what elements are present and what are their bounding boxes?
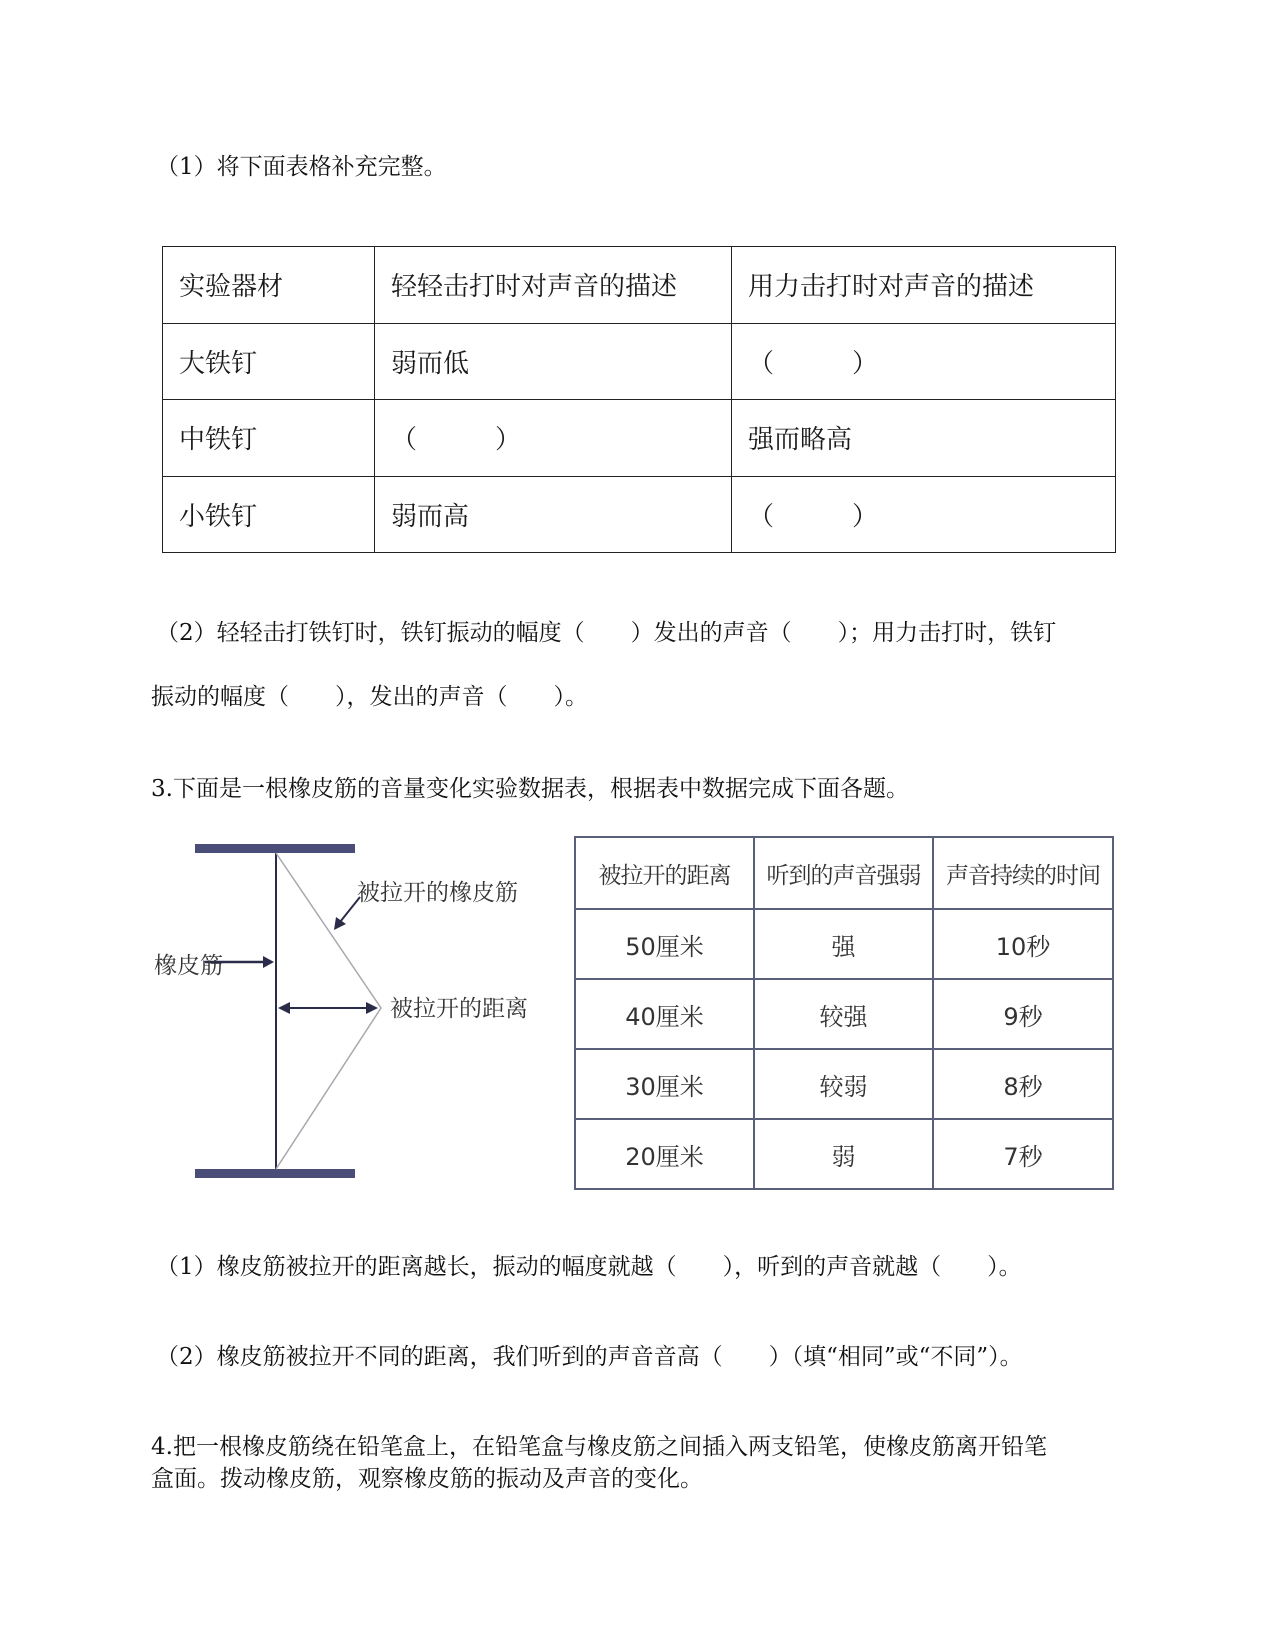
table-row (575, 1119, 1113, 1189)
table-cell: 弱而高 (375, 476, 732, 553)
table-header-cell: 被拉开的距离 (575, 837, 754, 909)
table-row (575, 979, 1113, 1049)
table-cell: 较强 (754, 979, 933, 1049)
label-distance: 被拉开的距离 (390, 996, 528, 1022)
table-cell-blank[interactable]: （ ） (732, 323, 1116, 400)
q4-line2: 盒面。拨动橡皮筋，观察橡皮筋的振动及声音的变化。 (151, 1466, 703, 1492)
stretched-label-arrowhead (334, 917, 346, 930)
table-cell: 40厘米 (575, 979, 754, 1049)
distance-arrowhead-right (366, 1002, 378, 1014)
q2-part1-instruction: （1）将下面表格补充完整。 (156, 154, 447, 180)
table-cell: 强 (754, 909, 933, 979)
table-header-row (163, 247, 1116, 324)
table-header-row (575, 837, 1113, 909)
table-cell: 中铁钉 (163, 400, 375, 477)
table-cell: 弱而低 (375, 323, 732, 400)
rubber-band-diagram (150, 830, 560, 1186)
table-row (575, 1049, 1113, 1119)
table-cell: 20厘米 (575, 1119, 754, 1189)
distance-arrowhead-left (278, 1002, 290, 1014)
table-row (163, 323, 1116, 400)
band-label-arrowhead (263, 956, 274, 968)
table-row (163, 476, 1116, 553)
table-cell-blank[interactable]: （ ） (375, 400, 732, 477)
table-cell: 强而略高 (732, 400, 1116, 477)
table-row (163, 400, 1116, 477)
q2-part2-line1: （2）轻轻击打铁钉时，铁钉振动的幅度（ ）发出的声音（ ）；用力击打时，铁钉 (156, 620, 1057, 646)
table-cell: 9秒 (933, 979, 1113, 1049)
table-header-cell: 实验器材 (163, 247, 375, 324)
table-row (575, 909, 1113, 979)
table-header-cell: 轻轻击打时对声音的描述 (375, 247, 732, 324)
q3-part1: （1）橡皮筋被拉开的距离越长，振动的幅度就越（ ），听到的声音就越（ ）。 (156, 1254, 1022, 1280)
table-header-cell: 听到的声音强弱 (754, 837, 933, 909)
bottom-bar (195, 1169, 355, 1178)
table-cell: 较弱 (754, 1049, 933, 1119)
table-cell: 7秒 (933, 1119, 1113, 1189)
table-cell: 弱 (754, 1119, 933, 1189)
table-cell: 小铁钉 (163, 476, 375, 553)
table-cell: 10秒 (933, 909, 1113, 979)
table-cell: 大铁钉 (163, 323, 375, 400)
nail-sound-table (162, 246, 1116, 553)
q4-line1: 4.把一根橡皮筋绕在铅笔盒上，在铅笔盒与橡皮筋之间插入两支铅笔，使橡皮筋离开铅笔 (151, 1434, 1047, 1460)
q3-part2: （2）橡皮筋被拉开不同的距离，我们听到的声音音高（ ）（填“相同”或“不同”）。 (156, 1344, 1023, 1370)
table-cell: 30厘米 (575, 1049, 754, 1119)
q2-part2-line2: 振动的幅度（ ），发出的声音（ ）。 (151, 684, 588, 710)
table-header-cell: 声音持续的时间 (933, 837, 1113, 909)
table-cell: 8秒 (933, 1049, 1113, 1119)
label-band: 橡皮筋 (154, 953, 223, 979)
table-header-cell: 用力击打时对声音的描述 (732, 247, 1116, 324)
rubber-band-data-table (574, 836, 1114, 1190)
table-cell: 50厘米 (575, 909, 754, 979)
label-stretched-band: 被拉开的橡皮筋 (357, 880, 518, 906)
top-bar (195, 844, 355, 853)
table-cell-blank[interactable]: （ ） (732, 476, 1116, 553)
q3-intro: 3.下面是一根橡皮筋的音量变化实验数据表，根据表中数据完成下面各题。 (151, 776, 909, 802)
